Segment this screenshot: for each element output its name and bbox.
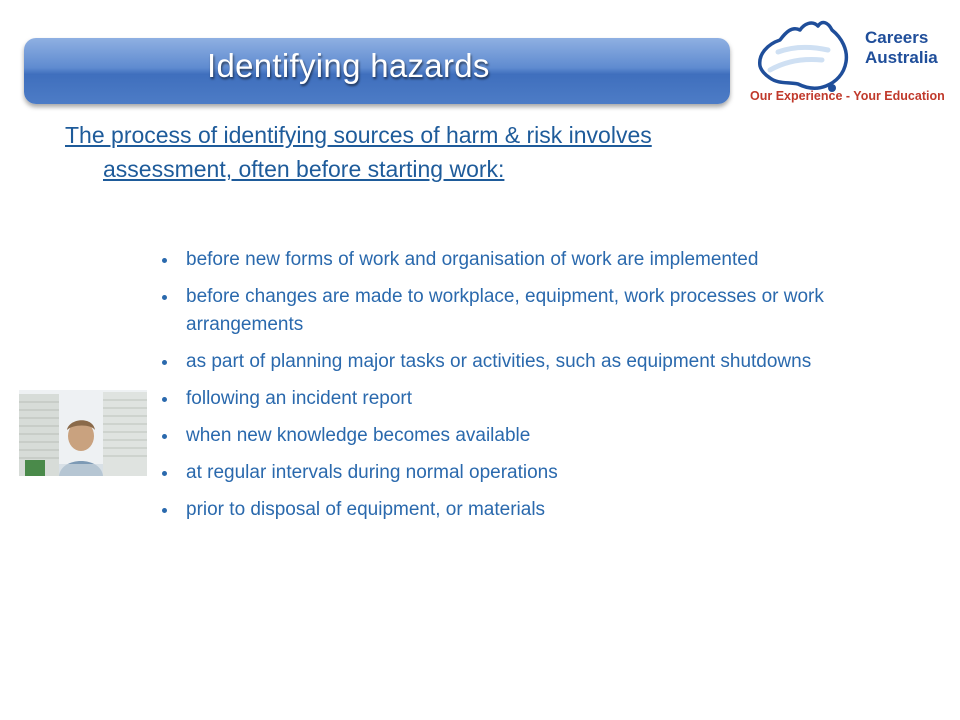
- list-item: [160, 283, 880, 339]
- list-item: [160, 496, 880, 524]
- bullet-icon: [162, 434, 167, 439]
- australia-map-icon: [760, 23, 847, 89]
- logo-name: [865, 28, 938, 68]
- intro-line-2: assessment, often before starting work:: [103, 156, 505, 182]
- list-item: [160, 422, 880, 450]
- list-item: [160, 348, 880, 376]
- logo-name-line1: Careers: [865, 28, 929, 47]
- list-item-text: prior to disposal of equipment, or materials: [186, 499, 546, 520]
- list-item: [160, 246, 880, 274]
- list-item-text: as part of planning major tasks or activities, such as equipment shutdowns: [186, 351, 812, 372]
- logo-tagline: Our Experience - Your Education: [750, 89, 945, 103]
- bullet-icon: [162, 471, 167, 476]
- logo-name-line2: Australia: [865, 48, 938, 67]
- bullet-icon: [162, 258, 167, 263]
- list-item-text: following an incident report: [186, 388, 413, 409]
- bullet-icon: [162, 360, 167, 365]
- list-item: [160, 459, 880, 487]
- slide-title: Identifying hazards: [207, 47, 490, 84]
- bullet-icon: [162, 508, 167, 513]
- paper-stacks-photo: [19, 390, 147, 476]
- list-item: [160, 385, 880, 413]
- list-item-text: before new forms of work and organisation of work are implemented: [186, 249, 759, 270]
- bullet-icon: [162, 295, 167, 300]
- bullet-icon: [162, 397, 167, 402]
- list-item-text: before changes are made to workplace, equipment, work processes or work arrangements: [186, 286, 824, 335]
- intro-line-1: The process of identifying sources of harm & risk involves: [65, 122, 652, 148]
- list-item-text: at regular intervals during normal operations: [186, 462, 558, 483]
- intro-text: [65, 118, 835, 186]
- bullet-list: [160, 246, 880, 533]
- list-item-text: when new knowledge becomes available: [186, 425, 531, 446]
